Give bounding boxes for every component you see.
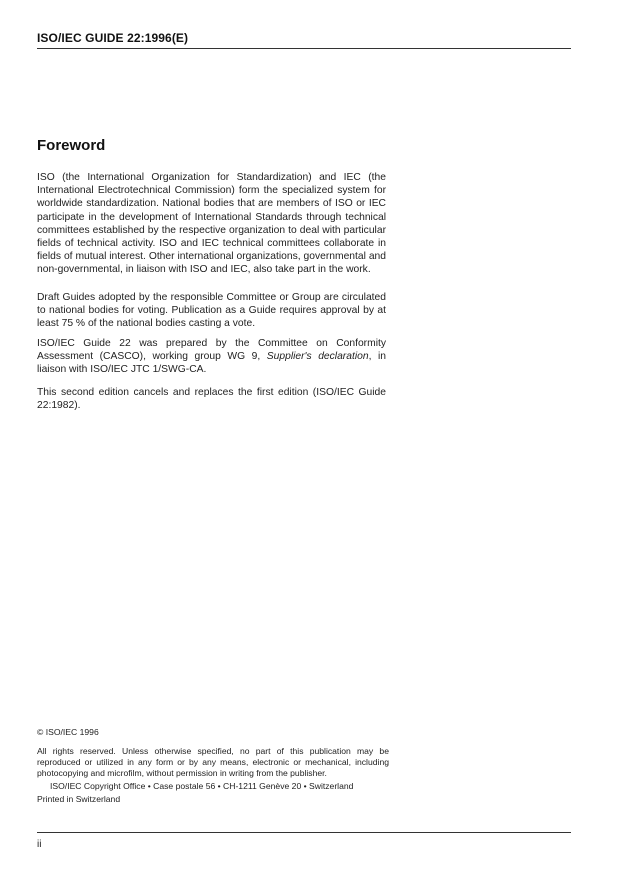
document-header-title: ISO/IEC GUIDE 22:1996(E) xyxy=(37,31,189,45)
footer-rule xyxy=(37,832,571,833)
printed-in-text: Printed in Switzerland xyxy=(37,794,121,804)
foreword-paragraph-2: Draft Guides adopted by the responsible Committee or Group are circulated to national bodies for voting. Publication as a Guide requires approval by at least 75 % of the national bodies casting a vote. xyxy=(37,292,386,330)
foreword-paragraph-4: This second edition cancels and replaces the first edition (ISO/IEC Guide 22:1982). xyxy=(37,387,386,412)
copyright-block xyxy=(37,727,389,805)
paragraph-3-text-start: ISO/IEC Guide 22 was prepared by the Committee on Conformity Assessment (CASCO), working group WG 9, xyxy=(37,338,386,363)
foreword-heading: Foreword xyxy=(37,137,106,154)
foreword-paragraph-3 xyxy=(37,337,386,377)
rights-reserved-text: All rights reserved. Unless otherwise specified, no part of this publication may be reproduced or utilized in any form or by any means, electronic or mechanical, including photocopying and microfilm, without permission in writing from the publisher. xyxy=(37,746,389,778)
foreword-paragraph-1: ISO (the International Organization for Standardization) and IEC (the International Electrotechnical Commission) form the specialized system for worldwide standardization. National bodies that are members of ISO or IEC participate in the development of International Standards through technical committees established by the respective organization to deal with particular fields of technical activity. ISO and IEC technical committees collaborate in fields of mutual interest. Other international organizations, governmental and non-governmental, in liaison with ISO and IEC, also take part in the work. xyxy=(37,172,386,276)
paragraph-3-italic-title: Supplier's declaration xyxy=(266,351,369,363)
header-rule xyxy=(37,48,571,49)
copyright-notice: © ISO/IEC 1996 xyxy=(37,727,99,737)
paragraph-3-text-end: , in liaison with ISO/IEC JTC 1/SWG-CA. xyxy=(37,351,386,376)
page-number: ii xyxy=(37,839,42,850)
copyright-office-address: ISO/IEC Copyright Office • Case postale 56 • CH-1211 Genève 20 • Switzerland xyxy=(50,781,354,791)
